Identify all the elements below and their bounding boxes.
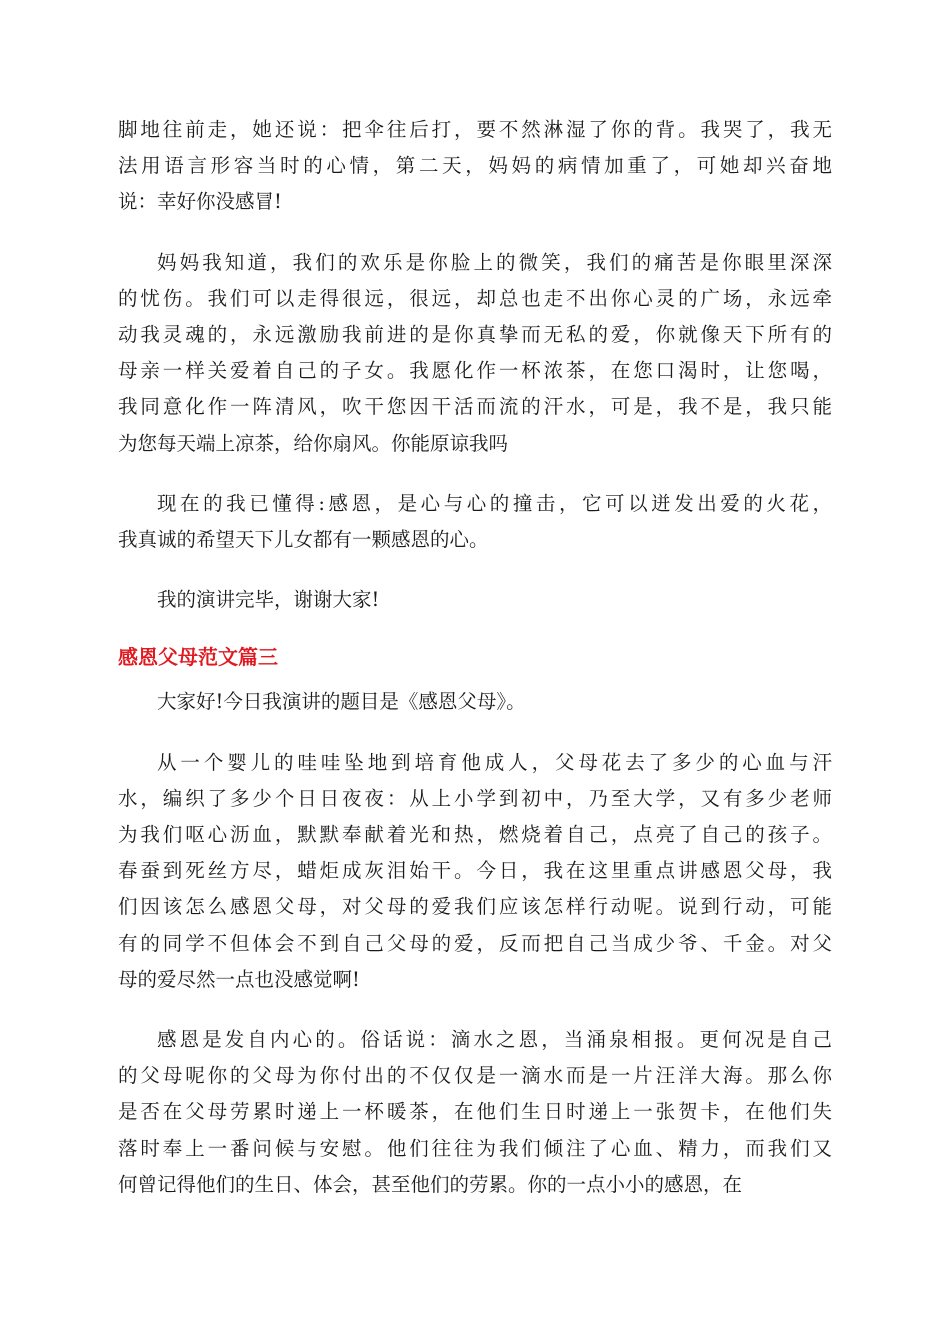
- text-line: 们因该怎么感恩父母，对父母的爱我们应该怎样行动呢。说到行动，可能: [118, 895, 832, 919]
- text-line: 何曾记得他们的生日、体会，甚至他们的劳累。你的一点小小的感恩，在: [118, 1172, 743, 1196]
- body-text-after: [118, 684, 832, 1203]
- paragraph: [118, 486, 832, 558]
- text-line: 现在的我已懂得:感恩，是心与心的撞击，它可以迸发出爱的火花，: [157, 491, 832, 515]
- paragraph: [118, 745, 832, 998]
- paragraph: [118, 582, 832, 618]
- text-line: 动我灵魂的，永远激励我前进的是你真挚而无私的爱，你就像天下所有的: [118, 323, 832, 347]
- section-heading: 感恩父母范文篇三: [118, 645, 278, 670]
- paragraph: [118, 1022, 832, 1203]
- text-line: 我真诚的希望天下儿女都有一颗感恩的心。: [118, 528, 489, 552]
- text-line: 妈妈我知道，我们的欢乐是你脸上的微笑，我们的痛苦是你眼里深深: [157, 250, 832, 274]
- paragraph: [118, 112, 832, 221]
- text-line: 感恩是发自内心的。俗话说：滴水之恩，当涌泉相报。更何况是自己: [157, 1028, 832, 1052]
- text-line: 落时奉上一番问候与安慰。他们往往为我们倾注了心血、精力，而我们又: [118, 1136, 832, 1160]
- text-line: 有的同学不但体会不到自己父母的爱，反而把自己当成少爷、千金。对父: [118, 931, 832, 955]
- paragraph: [118, 684, 832, 720]
- text-line: 的父母呢你的父母为你付出的不仅仅是一滴水而是一片汪洋大海。那么你: [118, 1064, 832, 1088]
- text-line: 说：幸好你没感冒!: [118, 190, 282, 214]
- text-line: 为您每天端上凉茶，给你扇风。你能原谅我吗: [118, 431, 509, 455]
- text-line: 法用语言形容当时的心情，第二天，妈妈的病情加重了，可她却兴奋地: [118, 154, 832, 178]
- text-line: 春蚕到死丝方尽，蜡炬成灰泪始干。今日，我在这里重点讲感恩父母，我: [118, 859, 832, 883]
- text-line: 是否在父母劳累时递上一杯暖茶，在他们生日时递上一张贺卡，在他们失: [118, 1100, 832, 1124]
- text-line: 为我们呕心沥血，默默奉献着光和热，燃烧着自己，点亮了自己的孩子。: [118, 823, 832, 847]
- text-line: 脚地往前走，她还说：把伞往后打，要不然淋湿了你的背。我哭了，我无: [118, 118, 832, 141]
- paragraph: [118, 245, 832, 462]
- text-line: 大家好!今日我演讲的题目是《感恩父母》。: [157, 690, 526, 714]
- text-line: 母的爱尽然一点也没感觉啊!: [118, 967, 360, 991]
- text-line: 的忧伤。我们可以走得很远，很远，却总也走不出你心灵的广场，永远牵: [118, 286, 832, 310]
- text-line: 我的演讲完毕，谢谢大家!: [157, 588, 380, 612]
- text-line: 从一个婴儿的哇哇坠地到培育他成人，父母花去了多少的心血与汗: [157, 750, 832, 774]
- text-line: 水，编织了多少个日日夜夜：从上小学到初中，乃至大学，又有多少老师: [118, 786, 832, 810]
- text-line: 我同意化作一阵清风，吹干您因干活而流的汗水，可是，我不是，我只能: [118, 395, 832, 419]
- body-text-before: [118, 112, 832, 618]
- text-line: 母亲一样关爱着自己的子女。我愿化作一杯浓茶，在您口渴时，让您喝，: [118, 359, 832, 383]
